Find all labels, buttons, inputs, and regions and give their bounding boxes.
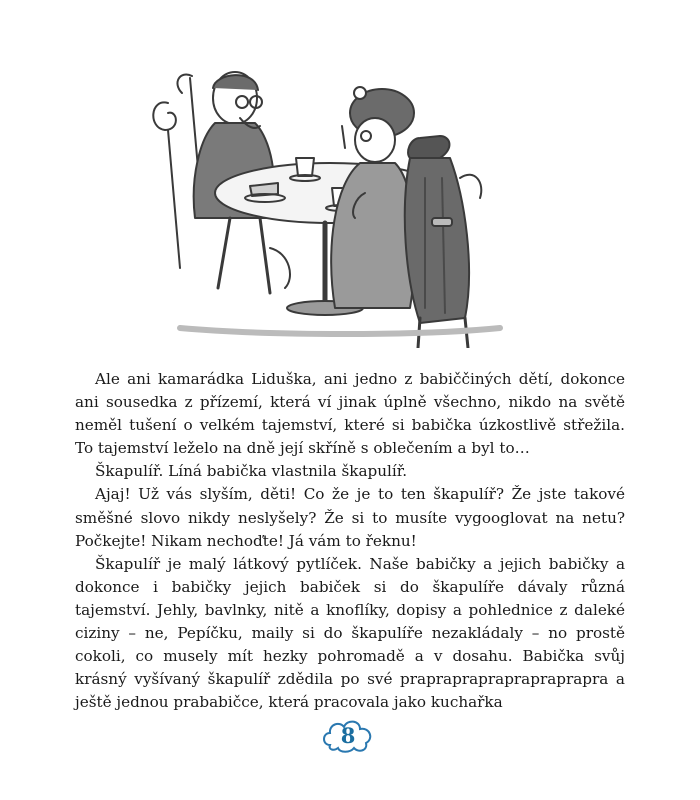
- paragraph: Škapulíř. Líná babička vlastnila škapulíř.: [95, 462, 408, 481]
- paragraph: Ajaj! Už vás slyším, děti! Co že je to ten škapulíř? Že jste takové směšné slovo nikdy neslyšely? Že si to musíte vygooglovat na netu? Počkejte! Nikam nechoďte! Já vám to řeknu!: [75, 485, 625, 550]
- page-number: 8: [340, 722, 356, 748]
- grandmothers-at-cafe-table-icon: [120, 18, 560, 348]
- body-text: [75, 368, 625, 714]
- paragraph: Ale ani kamarádka Liduška, ani jedno z babiččiných dětí, dokonce ani sousedka z přízemí, která ví jinak úplně všechno, nikdo na světě neměl tušení o velkém tajemství, které si babička úzkostlivě střežila. To tajemství leželo na dně její skříně s oblečením a byl to…: [75, 370, 625, 458]
- paragraph: Škapulíř je malý látkový pytlíček. Naše babičky a jejich babičky a dokonce i babičky jejich babiček si do škapulíře dávaly různá tajemství. Jehly, bavlnky, nitě a knoflíky, dopisy a pohlednice z daleké ciziny – ne, Pepíčku, maily si do škapulíře nezakládaly – no prostě cokoli, co musely mít hezky pohromadě a v dosahu. Babička svůj krásný vyšívaný škapulíř zdědila po své prapraprapraprapraprapra a ještě jednou prababičce, která pracovala jako kuchařka: [75, 554, 625, 712]
- page-number-badge: [320, 715, 376, 755]
- illustration: [120, 18, 560, 348]
